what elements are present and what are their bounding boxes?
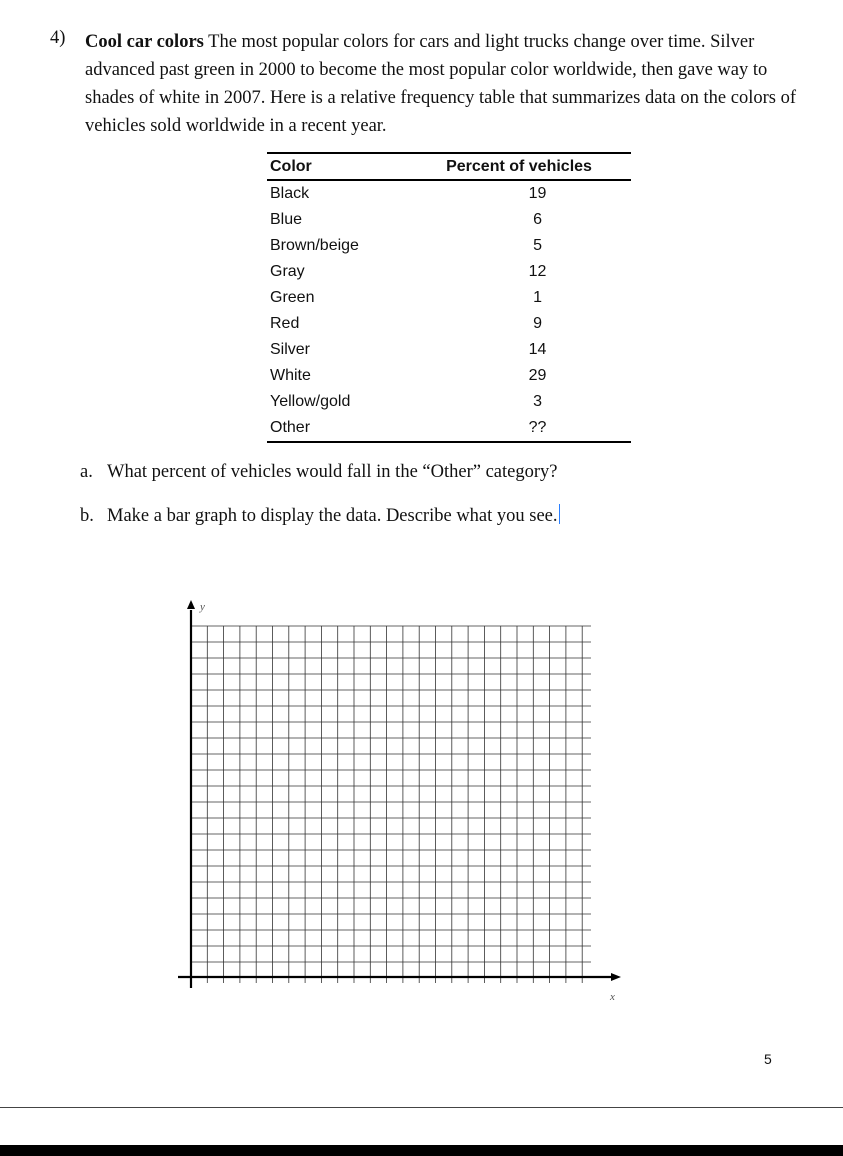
percent-cell: ?? [407, 415, 631, 442]
table-row [267, 311, 631, 337]
table-row [267, 415, 631, 442]
color-cell: Yellow/gold [270, 393, 351, 410]
table-row [267, 337, 631, 363]
part-b [80, 504, 560, 527]
table-row [267, 233, 631, 259]
percent-cell: 3 [533, 393, 542, 410]
problem-text [85, 28, 820, 140]
color-cell: Silver [270, 341, 311, 358]
y-axis-label: y [200, 601, 205, 613]
color-cell: Green [270, 289, 315, 306]
table-row [267, 389, 631, 415]
header-color: Color [267, 153, 407, 180]
footer-divider [0, 1107, 843, 1108]
x-axis-label: x [610, 991, 615, 1001]
color-cell: Black [270, 185, 310, 202]
part-a [80, 462, 557, 483]
blank-graph-grid[interactable] [178, 596, 628, 1001]
table-row [267, 259, 631, 285]
part-label: b. [80, 506, 94, 526]
percent-cell: 5 [533, 237, 542, 254]
page-number: 5 [764, 1051, 772, 1067]
percent-cell: 6 [533, 211, 542, 228]
percent-cell: 19 [528, 185, 547, 202]
problem-title: Cool car colors [85, 32, 204, 52]
color-cell: White [270, 367, 311, 384]
frequency-table [267, 152, 631, 443]
percent-cell: 14 [528, 341, 547, 358]
table-row [267, 207, 631, 233]
table-row [267, 363, 631, 389]
header-percent: Percent of vehicles [407, 153, 631, 180]
y-axis-arrow-icon [187, 600, 195, 609]
text-cursor [559, 504, 561, 524]
color-cell: Brown/beige [270, 237, 359, 254]
percent-cell: 9 [533, 315, 542, 332]
percent-cell: 1 [533, 289, 542, 306]
color-cell: Red [270, 315, 300, 332]
bottom-bar [0, 1145, 843, 1156]
color-cell: Other [267, 415, 407, 442]
problem-intro: The most popular colors for cars and light trucks change over time. Silver advanced past green in 2000 to become the most popular color worldwide, then gave way to shades of white in 2007. Here is a relative frequency table that summarizes data on the colors of vehicles sold worldwide in a recent year. [85, 32, 796, 136]
table-header-row [267, 153, 631, 180]
x-axis-arrow-icon [611, 973, 621, 981]
color-cell: Gray [270, 263, 305, 280]
percent-cell: 12 [528, 263, 547, 280]
grid-lines [191, 626, 591, 983]
color-cell: Blue [270, 211, 303, 228]
part-text: What percent of vehicles would fall in the “Other” category? [107, 462, 558, 482]
table-row [267, 180, 631, 207]
part-text: Make a bar graph to display the data. Describe what you see. [107, 506, 558, 526]
percent-cell: 29 [528, 367, 547, 384]
table-row [267, 285, 631, 311]
problem-number: 4) [50, 28, 66, 48]
part-label: a. [80, 462, 93, 482]
